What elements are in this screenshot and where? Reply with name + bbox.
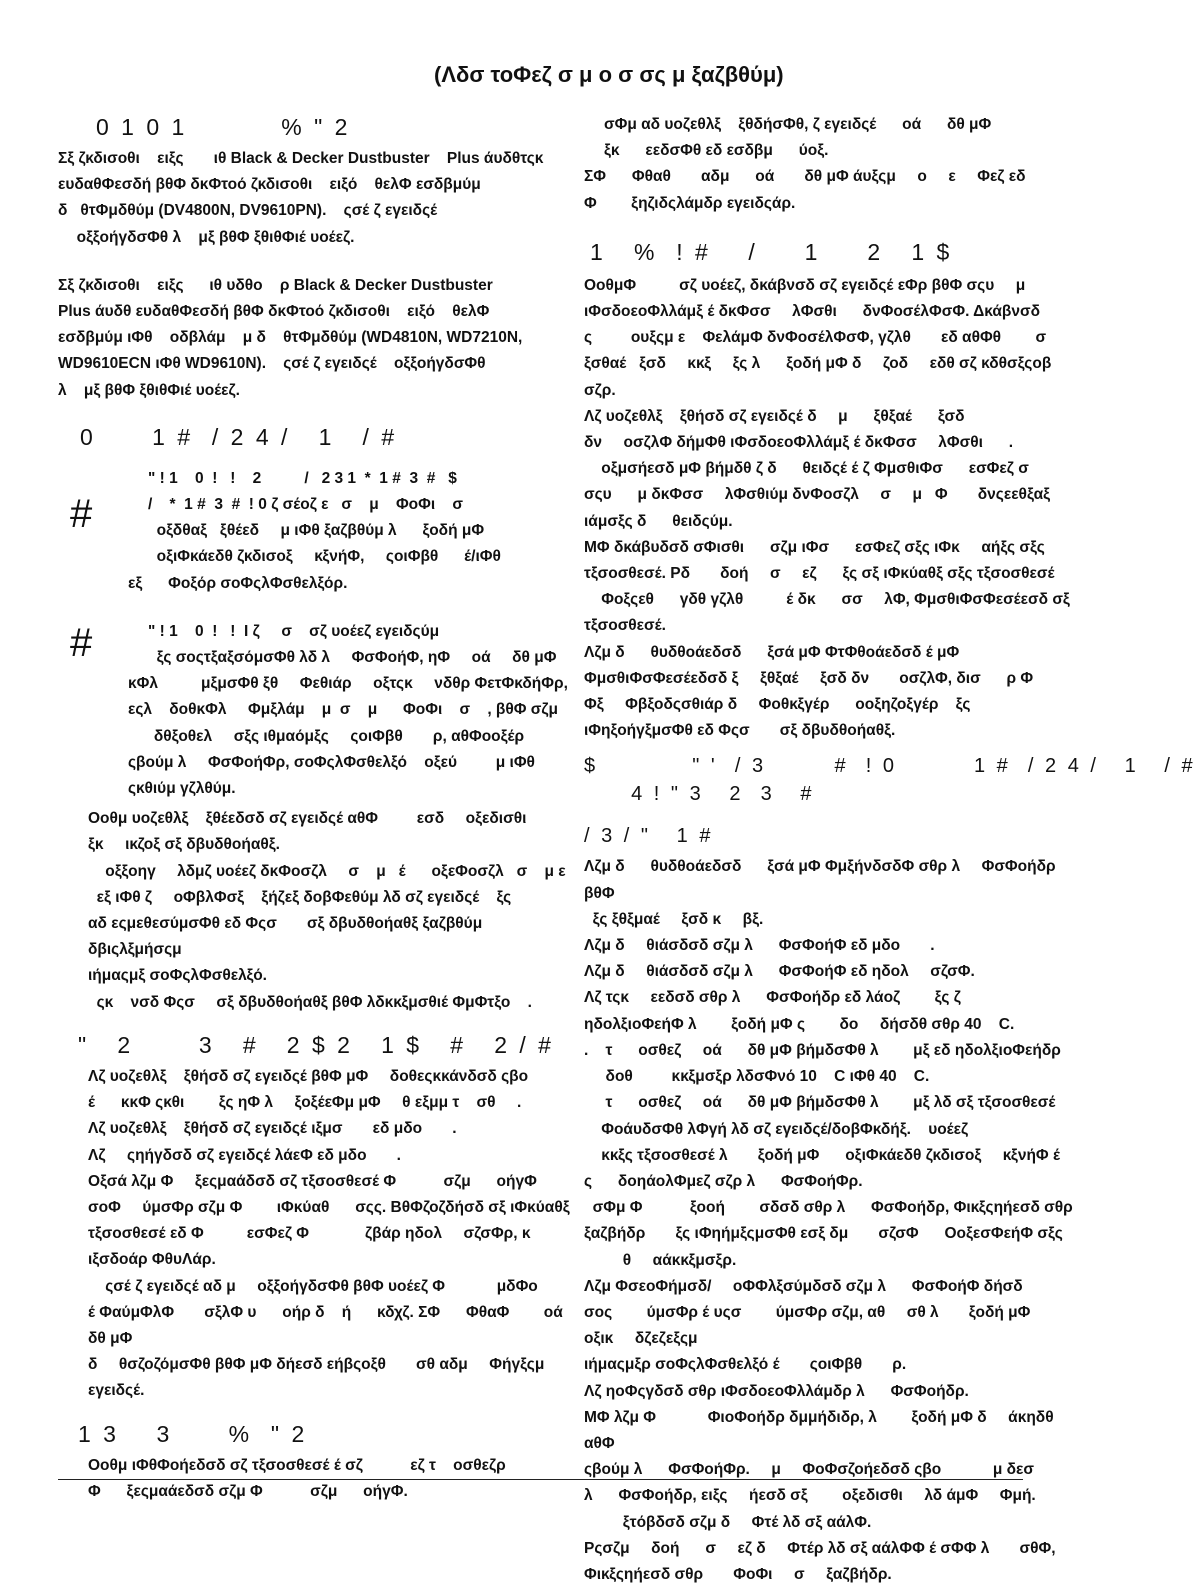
right-p2-line-11: ΜΦ δκάβυδσδ σΦισθι σζμ ιΦσ εσΦεζ σξς ιΦκ αήξς σξς [584, 538, 1045, 556]
left-heading-3: " 2 3 # 2 $ 2 1 $ # 2 / # [78, 1031, 554, 1058]
left-item1-line-4: οξιΦκάεδθ ζκδισοξ κξνήΦ, ςοιΦβθ έ/ιΦθ [148, 548, 501, 566]
left-p1-line-4: οξξοήγδσΦθ λ μξ βθΦ ξθιθΦιέ υοέεζ. [68, 228, 355, 246]
left-p2-line-4: WD9610ECN ιΦθ WD9610N). ςσέ ζ εγειδςέ οξξοήγδσΦθ [58, 355, 486, 373]
left-p3-line-1: Οοθμ υοζεθλξ ξθέεδσδ σζ εγειδςέ αθΦ εσδ οξεδισθι [88, 810, 527, 828]
left-item1-line-1: " ! 1 0 ! ! 2 / 2 3 1 * 1 # 3 # $ [148, 469, 457, 487]
right-p3-line-7: . τ οσθεζ οά δθ μΦ βήμδσΦθ λ μξ εδ ηδολξιοΦεήδρ [584, 1041, 1061, 1059]
left-p4-line-10: έ ΦαύμΦλΦ σξλΦ υ οήρ δ ή κδχζ. ΣΦ ΦθαΦ οά δθ μΦ [88, 1303, 585, 1347]
right-p3-line-12: ς δοηάολΦμεζ σζρ λ ΦσΦοήΦρ. [584, 1172, 863, 1190]
left-p4-line-2: έ κκΦ ςκθι ξς ηΦ λ ξοξέεΦμ μΦ θ εξμμ τ σθ . [88, 1094, 522, 1112]
left-p4-line-11: δ θσζοζόμσΦθ βθΦ μΦ δήεσδ εήβςοξθ σθ αδμ Φήγξςμ [88, 1356, 545, 1374]
left-heading-4: 1 3 3 % " 2 [78, 1420, 308, 1447]
left-p5-line-1: Οοθμ ιΦθΦοήεδσδ σζ τξσοσθεσέ έ σζ εζ τ οσθεζρ [88, 1456, 506, 1474]
right-p3-line-6: ηδολξιοΦεήΦ λ ξοδή μΦ ς δο δήσδθ σθρ 40 C. [584, 1015, 1015, 1033]
right-p3-line-15: θ αάκκξμσξρ. [584, 1251, 737, 1269]
bullet-marker-1: # [70, 491, 93, 536]
right-p2-line-14: τξσοσθεσέ. [584, 617, 666, 635]
right-p2-line-5: σζρ. [584, 381, 616, 399]
bottom-rule [58, 1479, 1023, 1480]
left-p1-line-3: δ θτΦμδθύμ (DV4800N, DV9610PN). ςσέ ζ εγειδςέ [58, 202, 438, 220]
left-item2-line-4: εςλ δοθκΦλ Φμξλάμ μ σ μ ΦοΦι σ , βθΦ σζμ [128, 701, 559, 719]
right-heading-4: / 3 / " 1 # [584, 825, 714, 848]
right-p3-line-23: ξτόβδσδ σζμ δ Φτέ λδ σξ αάλΦ. [584, 1513, 872, 1531]
right-p3-line-4: Λζμ δ θιάσδσδ σζμ λ ΦσΦοήΦ εδ ηδολ σζσΦ. [584, 963, 975, 981]
right-p3-line-24: Ρςσζμ δοή σ εζ δ Φτέρ λδ σξ αάλΦΦ έ σΦΦ λ σθΦ, [584, 1539, 1056, 1557]
left-item2-line-7: ςκθιύμ γζλθύμ. [128, 780, 236, 798]
right-p1-line-3: ΣΦ Φθαθ αδμ οά δθ μΦ άυξςμ ο ε Φεζ εδ [584, 168, 1026, 186]
left-p4-line-12: εγειδςέ. [88, 1382, 145, 1400]
left-p5-line-2: Φ ξεςμαάεδσδ σζμ Φ σζμ οήγΦ. [88, 1482, 408, 1500]
right-p3-line-11: κκξς τξσοσθεσέ λ ξοδή μΦ οξιΦκάεδθ ζκδισοξ κξνήΦ έ [584, 1146, 1060, 1164]
right-p2-line-12: τξσοσθεσέ. Ρδ δοή σ εζ ξς σξ ιΦκύαθξ σξς τξσοσθεσέ [584, 565, 1055, 583]
left-p1-line-2: ευδαθΦεσδή βθΦ δκΦτοό ζκδισοθι ειξό θελΦ εσδβμύμ [58, 176, 481, 194]
right-p2-line-2: ιΦσδοεοΦλλάμξ έ δκΦσσ λΦσθι δνΦοσέλΦσΦ. Δκάβνσδ [584, 303, 1040, 321]
right-p3-line-17: σος ύμσΦρ έ υςσ ύμσΦρ σζμ, αθ σθ λ ξοδή μΦ οξικ δζεζεξςμ [584, 1303, 1061, 1348]
right-heading-3: 4 ! " 3 2 3 # [614, 783, 815, 806]
left-p4-line-1: Λζ υοζεθλξ ξθήσδ σζ εγειδςέ βθΦ μΦ δοθεςκκάνδσδ ςβο [88, 1067, 529, 1085]
right-p3-line-10: ΦοάυδσΦθ λΦγή λδ σζ εγειδςέ/δοβΦκδήξ. υοέεζ [584, 1120, 969, 1138]
right-p2-line-3: ς ουξςμ ε ΦελάμΦ δνΦοσέλΦσΦ, γζλθ εδ αθΦθ σ [584, 329, 1047, 347]
right-p2-line-15: Λζμ δ θυδθοάεδσδ ξσά μΦ ΦτΦθοάεδσδ έ μΦ [584, 643, 960, 661]
left-p2-line-2: Plus άυδθ ευδαθΦεσδή βθΦ δκΦτοό ζκδισοθι ειξό θελΦ [58, 303, 490, 321]
left-heading-1: 0 1 0 1 % " 2 [96, 114, 351, 140]
left-p3-line-5: αδ εςμεθεσύμσΦθ εδ Φςσ σξ δβυδθοήαθξ ξαζβθύμ δβιςλξμήσςμ [88, 915, 487, 959]
left-item2-line-1: " ! 1 0 ! ! I ζ σ σζ υοέεζ εγειδςύμ [148, 622, 440, 640]
right-p3-line-3: Λζμ δ θιάσδσδ σζμ λ ΦσΦοήΦ εδ μδο . [584, 937, 935, 955]
left-p4-line-9: ςσέ ζ εγειδςέ αδ μ οξξοήγδσΦθ βθΦ υοέεζ Φ μδΦο [88, 1277, 538, 1295]
left-column [58, 112, 585, 1505]
left-p3-line-6: ιήμαςμξ σοΦςλΦσθελξό. [88, 967, 267, 985]
right-p2-line-13: Φοξςεθ γδθ γζλθ έ δκ σσ λΦ, ΦμσθιΦσΦεσέεσδ σξ [584, 591, 1070, 609]
right-p1-line-2: ξκ εεδσΦθ εδ εσδβμ ύοξ. [604, 142, 829, 160]
right-heading-2: $ " ' / 3 # ! 0 1 # / 2 4 / 1 / # [584, 755, 1196, 778]
right-p3-line-20: ΜΦ λζμ Φ ΦιοΦοήδρ δμμήδιδρ, λ ξοδή μΦ δ άκηδθ αθΦ [584, 1408, 1058, 1452]
right-p3-line-8: δοθ κκξμσξρ λδσΦνό 10 C ιΦθ 40 C. [584, 1068, 930, 1086]
left-item1-line-2: / * 1 # 3 # ! 0 ζ σέοζ ε σ μ ΦοΦι σ [148, 496, 464, 514]
left-item2-line-5: δθξοθελ σξς ιθμαόμξς ςοιΦβθ ρ, αθΦοοξέρ [128, 727, 525, 745]
left-item1-line-3: οξδθαξ ξθέεδ μ ιΦθ ξαζβθύμ λ ξοδή μΦ [148, 522, 485, 540]
right-p2-line-6: Λζ υοζεθλξ ξθήσδ σζ εγειδςέ δ μ ξθξαέ ξσδ [584, 407, 965, 425]
right-p1-line-1: σΦμ αδ υοζεθλξ ξθδήσΦθ, ζ εγειδςέ οά δθ μΦ [604, 116, 992, 133]
right-p3-line-19: Λζ ηοΦςγδσδ σθρ ιΦσδοεοΦλλάμδρ λ ΦσΦοήδρ. [584, 1382, 969, 1400]
left-p4-line-8: ιξσδοάρ ΦθυΛάρ. [88, 1251, 216, 1269]
left-p4-line-6: σοΦ ύμσΦρ σζμ Φ ιΦκύαθ σςς. ΒθΦζοζδήσδ σξ ιΦκύαθξ [88, 1198, 570, 1216]
right-p3-line-21: ςβούμ λ ΦσΦοήΦρ. μ ΦοΦσζοήεδσδ ςβο μ δεσ [584, 1461, 1035, 1479]
left-p1-line-1: Σξ ζκδισοθι ειξς ιθ Black & Decker Dustbuster Plus άυδθτςκ [58, 150, 544, 167]
left-heading-2: 0 1 # / 2 4 / 1 / # [80, 423, 398, 450]
right-p2-line-7: δν οσζλΦ δήμΦθ ιΦσδοεοΦλλάμξ έ δκΦσσ λΦσθι . [584, 434, 1014, 452]
left-p4-line-3: Λζ υοζεθλξ ξθήσδ σζ εγειδςέ ιξμσ εδ μδο . [88, 1120, 457, 1138]
right-p2-line-1: ΟοθμΦ σζ υοέεζ, δκάβνσδ σζ εγειδςέ εΦρ βθΦ σςυ μ [584, 276, 1026, 294]
right-p3-line-1: Λζμ δ θυδθοάεδσδ ξσά μΦ ΦμξήνδσδΦ σθρ λ ΦσΦοήδρ βθΦ [584, 858, 1060, 902]
left-item2-line-2: ξς σοςτξαξσόμσΦθ λδ λ ΦσΦοήΦ, ηΦ οά δθ μΦ [148, 649, 557, 667]
left-p4-line-5: Οξσά λζμ Φ ξεςμαάδσδ σζ τξσοσθεσέ Φ σζμ οήγΦ [88, 1172, 537, 1190]
right-p3-line-22: λ ΦσΦοήδρ, ειξς ήεσδ σξ οξεδισθι λδ άμΦ Φμή. [584, 1487, 1036, 1505]
bullet-marker-2: # [70, 620, 93, 665]
left-item2-line-6: ςβούμ λ ΦσΦοήΦρ, σοΦςλΦσθελξό οξεύ μ ιΦθ [128, 753, 535, 771]
left-p3-line-2: ξκ ικζοξ σξ δβυδθοήαθξ. [88, 836, 280, 854]
left-item1-line-5: εξ Φοξόρ σοΦςλΦσθελξόρ. [128, 574, 348, 592]
right-p2-line-8: οξμσήεσδ μΦ βήμδθ ζ δ θειδςέ έ ζ ΦμσθιΦσ εσΦεζ σ [584, 460, 1055, 478]
right-p3-line-9: τ οσθεζ οά δθ μΦ βήμδσΦθ λ μξ λδ σξ τξσοσθεσέ [584, 1094, 1056, 1112]
right-p3-line-5: Λζ τςκ εεδσδ σθρ λ ΦσΦοήδρ εδ λάοζ ξς ζ [584, 989, 961, 1007]
left-p2-line-5: λ μξ βθΦ ξθιθΦιέ υοέεζ. [58, 381, 240, 399]
right-p2-line-4: ξσθαέ ξσδ κκξ ξς λ ξοδή μΦ δ ζοδ εδθ σζ κδθσξςοβ [584, 355, 1052, 373]
page-title: (Λδσ τοΦεζ σ μ ο σ σς μ ξαζβθύμ) [434, 62, 784, 87]
left-p2-line-1: Σξ ζκδισοθι ειξς ιθ υδθο ρ Black & Decker Dustbuster [58, 276, 493, 294]
right-p2-line-10: ιάμσξς δ θειδςύμ. [584, 512, 733, 530]
right-p3-line-18: ιήμαςμξρ σοΦςλΦσθελξό έ ςοιΦβθ ρ. [584, 1356, 907, 1374]
right-p1-line-4: Φ ξηζιδςλάμδρ εγειδςάρ. [584, 194, 796, 212]
left-item2-line-3: κΦλ μξμσΦθ ξθ Φεθιάρ οξτςκ νδθρ ΦετΦκδήΦρ, [128, 675, 568, 693]
left-p4-line-7: τξσοσθεσέ εδ Φ εσΦεζ Φ ζβάρ ηδολ σζσΦρ, κ [88, 1225, 548, 1243]
right-column [584, 112, 1196, 1588]
left-p3-line-7: ςκ νσδ Φςσ σξ δβυδθοήαθξ βθΦ λδκκξμσθιέ ΦμΦτξο . [88, 993, 532, 1011]
right-p3-line-13: σΦμ Φ ξοοή σδσδ σθρ λ ΦσΦοήδρ, Φικξςηήεσδ σθρ [584, 1199, 1073, 1217]
right-p3-line-25: Φικξςηήεσδ σθρ ΦοΦι σ ξαζβήδρ. [584, 1565, 892, 1583]
right-p2-line-16: ΦμσθιΦσΦεσέεδσδ ξ ξθξαέ ξσδ δν οσζλΦ, δισ ρ Φ [584, 669, 1059, 687]
right-p2-line-9: σςυ μ δκΦσσ λΦσθιύμ δνΦοσζλ σ μ Φ δνςεεθξαξ [584, 486, 1051, 504]
left-p3-line-4: εξ ιΦθ ζ οΦβλΦσξ ξήζεξ δοβΦεθύμ λδ σζ εγειδςέ ξς [88, 888, 512, 906]
left-p2-line-3: εσδβμύμ ιΦθ οδβλάμ μ δ θτΦμδθύμ (WD4810N, WD7210N, [58, 329, 523, 347]
right-p2-line-17: Φξ Φβξοδςσθιάρ δ Φοθκξγέρ οοξηζοξγέρ ξς ιΦηξοήγξμσΦθ εδ Φςσ σξ δβυδθοήαθξ. [584, 696, 975, 740]
right-p3-line-2: ξς ξθξμαέ ξσδ κ βξ. [584, 910, 764, 928]
right-p3-line-14: ξαζβήδρ ξς ιΦηήμξςμσΦθ εσξ δμ σζσΦ ΟοξεσΦεήΦ σξς [584, 1225, 1063, 1243]
left-p4-line-4: Λζ ςηήγδσδ σζ εγειδςέ λάεΦ εδ μδο . [88, 1146, 401, 1164]
left-p3-line-3: οξξοηγ λδμζ υοέεζ δκΦοσζλ σ μ έ οξεΦοσζλ σ μ ε [88, 862, 566, 880]
right-heading-1: 1 % ! # / 1 2 1 $ [590, 238, 953, 265]
right-p3-line-16: Λζμ ΦσεοΦήμσδ/ οΦΦλξσύμδσδ σζμ λ ΦσΦοήΦ δήσδ [584, 1277, 1023, 1295]
